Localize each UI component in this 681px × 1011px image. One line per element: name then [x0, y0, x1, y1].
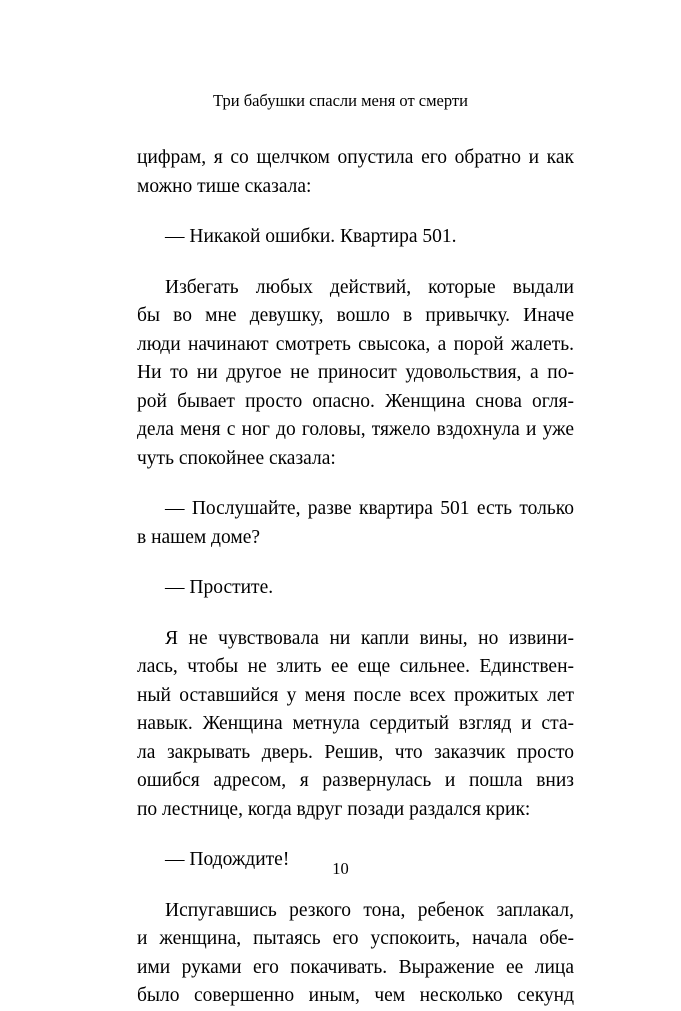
text-line: можно тише сказала: — [137, 175, 312, 197]
text-line: Я не чувствовала ни капли вины, но извини- — [165, 627, 574, 649]
text-line: лась, чтобы не злить ее еще сильнее. Единствен- — [137, 656, 574, 677]
text-line: Испугавшись резкого тона, ребенок заплакал, — [165, 899, 574, 921]
text-line: ошибся адресом, я развернулась и пошла вниз — [137, 770, 574, 791]
text-line: ла закрывать дверь. Решив, что заказчик просто — [137, 741, 574, 763]
text-line: ими руками его покачивать. Выражение ее лица — [137, 956, 574, 978]
text-line: по лестнице, когда вдруг позади раздался крик: — [137, 798, 531, 820]
text-line: Ни то ни другое не приносит удовольствия, а по- — [137, 362, 574, 383]
text-line: ный оставшийся у меня после всех прожитых лет — [137, 684, 574, 706]
text-line: Избегать любых действий, которые выдали — [165, 276, 574, 298]
body-text — [137, 144, 574, 1011]
text-line: — Подождите! — [165, 849, 290, 870]
text-line: — Никакой ошибки. Квартира 501. — [165, 226, 457, 247]
paragraph — [137, 223, 574, 252]
text-line: люди начинают смотреть свысока, а порой жалеть. — [137, 333, 574, 355]
text-line: в нашем доме? — [137, 526, 261, 548]
running-head: Три бабушки спасли меня от смерти — [213, 91, 468, 110]
text-line: чуть спокойнее сказала: — [137, 447, 336, 469]
text-line: — Послушайте, разве квартира 501 есть только — [165, 498, 574, 519]
text-line: — Простите. — [165, 577, 274, 598]
paragraph — [137, 897, 574, 1011]
page-number: 10 — [332, 859, 349, 878]
text-line: дела меня с ног до головы, тяжело вздохнула и уже — [137, 419, 574, 440]
paragraph — [137, 495, 574, 552]
text-line: было совершенно иным, чем несколько секунд — [137, 985, 574, 1006]
text-line: рой бывает просто опасно. Женщина снова огля- — [137, 390, 574, 412]
text-line: цифрам, я со щелчком опустила его обратно и как — [137, 147, 574, 168]
paragraph — [137, 144, 574, 201]
paragraph — [137, 625, 574, 825]
paragraph — [137, 574, 574, 603]
text-line: навык. Женщина метнула сердитый взгляд и ста- — [137, 713, 574, 734]
paragraph — [137, 274, 574, 474]
text-line: бы во мне девушку, вошло в привычку. Иначе — [137, 305, 574, 326]
text-line: и женщина, пытаясь его успокоить, начала обе- — [137, 928, 574, 949]
